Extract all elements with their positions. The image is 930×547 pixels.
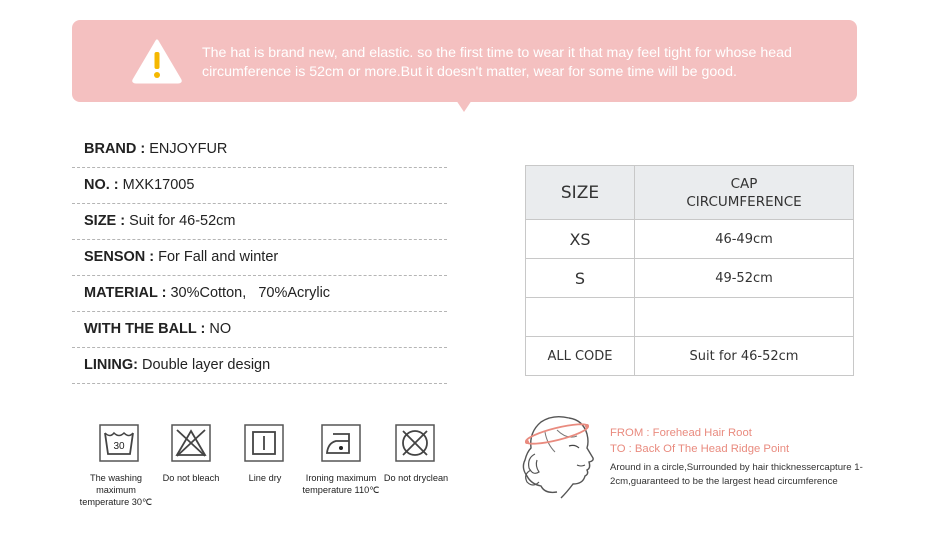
notice-text: The hat is brand new, and elastic. so the first time to wear it that may feel tight for whose head circumference is 52cm or more.But it doesn't matter, wear for some time will be good. [202, 45, 792, 80]
care-label: Do not dryclean [383, 473, 449, 483]
line-dry-icon [244, 424, 284, 462]
circumference-cell: 46-49cm [635, 220, 854, 259]
spec-material: MATERIAL : 30%Cotton, 70%Acrylic [84, 285, 331, 301]
divider [72, 239, 447, 240]
svg-text:30: 30 [113, 441, 125, 452]
do-not-bleach-icon [171, 424, 211, 462]
spec-lining: LINING: Double layer design [84, 357, 271, 373]
iron-icon [321, 424, 361, 462]
measure-description: Around in a circle,Surrounded by hair thicknessercapture 1-2cm,guaranteed to be the largest head circumference [610, 462, 863, 487]
circumference-cell: Suit for 46-52cm [635, 337, 854, 376]
warning-icon [131, 38, 183, 84]
table-row [526, 220, 854, 259]
divider [72, 275, 447, 276]
spec-with-ball: WITH THE BALL : NO [84, 321, 232, 337]
care-label: The washing maximum temperature 30℃ [79, 473, 153, 507]
notice-pointer [456, 100, 472, 112]
circumference-cell: 49-52cm [635, 259, 854, 298]
measure-from: FROM : Forehead Hair Root [610, 427, 752, 439]
table-row [526, 337, 854, 376]
divider [72, 311, 447, 312]
spec-size: SIZE : Suit for 46-52cm [84, 213, 236, 229]
size-cell [526, 298, 635, 337]
care-label: Ironing maximum temperature 110℃ [302, 473, 380, 495]
circumference-cell [635, 298, 854, 337]
divider [72, 167, 447, 168]
table-header-row [526, 166, 854, 220]
washing-30-icon [99, 424, 139, 462]
spec-brand: BRAND : ENJOYFUR [84, 141, 228, 157]
care-no-dryclean [375, 424, 455, 462]
measure-to: TO : Back Of The Head Ridge Point [610, 443, 790, 455]
head-measurement-illustration [517, 410, 605, 502]
care-washing [79, 424, 159, 462]
header-cap-circumference: CAP CIRCUMFERENCE [635, 166, 854, 220]
care-label: Line dry [248, 473, 282, 483]
care-label: Do not bleach [162, 473, 220, 483]
size-cell: S [526, 259, 635, 298]
table-row [526, 259, 854, 298]
header-size: SIZE [526, 166, 635, 220]
size-cell: ALL CODE [526, 337, 635, 376]
care-ironing [301, 424, 381, 462]
size-cell: XS [526, 220, 635, 259]
care-no-bleach [151, 424, 231, 462]
care-line-dry [224, 424, 304, 462]
spec-number: NO. : MXK17005 [84, 177, 195, 193]
size-table [525, 165, 854, 376]
divider [72, 347, 447, 348]
do-not-dryclean-icon [395, 424, 435, 462]
divider [72, 383, 447, 384]
divider [72, 203, 447, 204]
table-row [526, 298, 854, 337]
spec-season: SENSON : For Fall and winter [84, 249, 279, 265]
